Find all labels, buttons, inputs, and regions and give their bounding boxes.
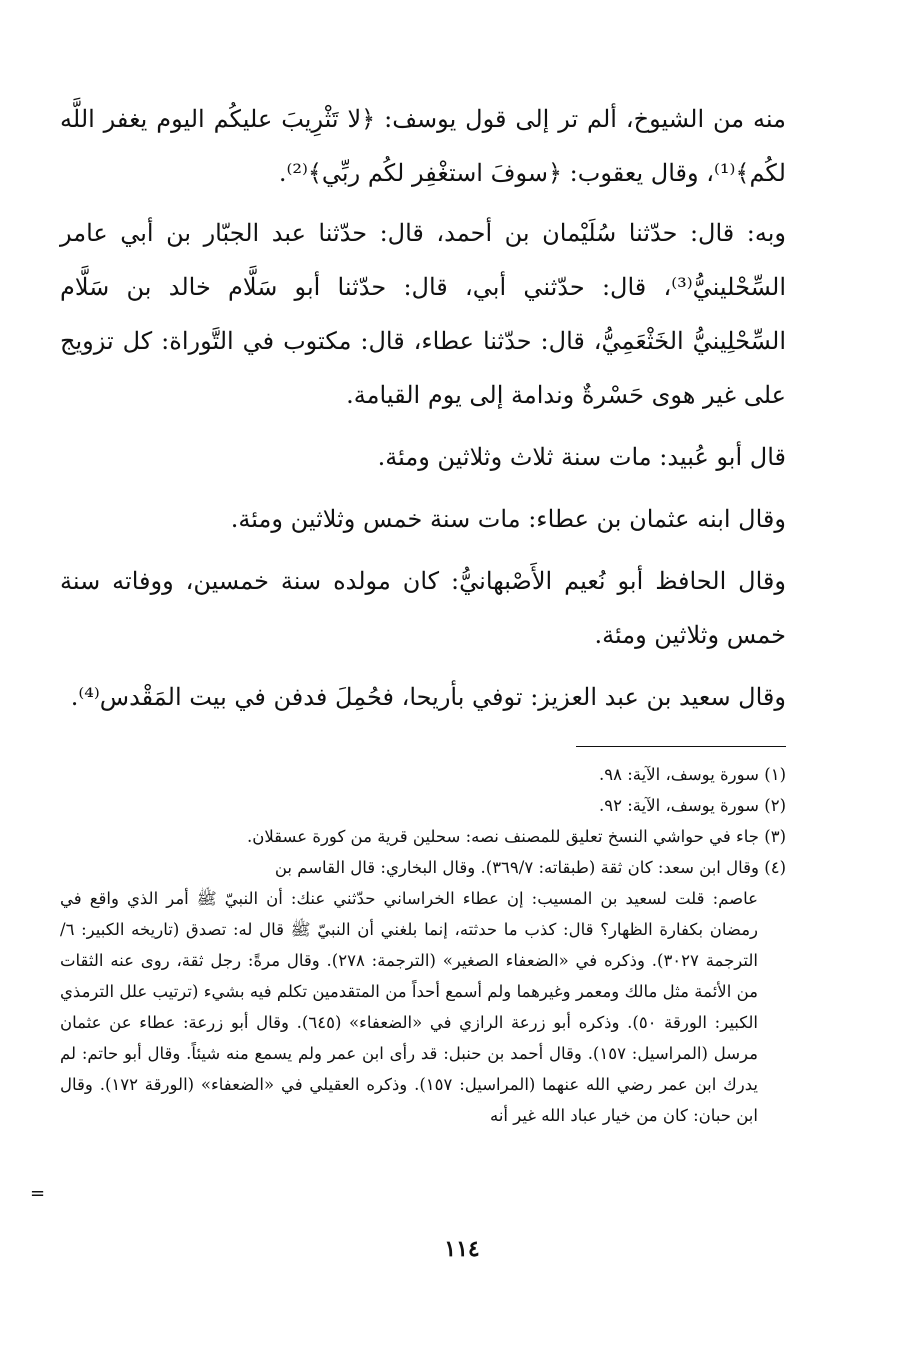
footnote-3: (٣) جاء في حواشي النسخ تعليق للمصنف نصه: سحلين قرية من كورة عسقلان.	[246, 827, 786, 846]
paragraph-4: وقال ابنه عثمان بن عطاء: مات سنة خمس وثلاثين ومئة.	[230, 505, 786, 533]
continuation-mark: =	[30, 1183, 46, 1204]
footnote-separator	[576, 746, 786, 747]
footnote-2: (٢) سورة يوسف، الآية: ٩٢.	[598, 796, 786, 815]
paragraph-2: وبه: قال: حدّثنا سُلَيْمان بن أحمد، قال: حدّثنا عبد الجبّار بن أبي عامر السِّحْلينيُّ⁽³⁾، قال: حدّثني أبي، قال: حدّثنا أبو سَلَّام خالد بن سَلَّام السِّحْلِينيُّ الخَثْعَمِيُّ، قال: حدّثنا عطاء، قال: مكتوب في التَّوراة: كل تزويج على غير هوى حَسْرةٌ وندامة إلى يوم القيامة.	[60, 219, 786, 409]
paragraph-1: منه من الشيوخ، ألم تر إلى قول يوسف: ﴿لا تَثْرِيبَ عليكُم اليوم يغفر اللَّه لكُم﴾⁽¹⁾، وقال يعقوب: ﴿سوفَ استغْفِر لكُم ربِّي﴾⁽²⁾.	[60, 105, 786, 187]
page-content	[60, 92, 786, 1131]
page-number: ١١٤	[444, 1236, 480, 1262]
paragraph-3: قال أبو عُبيد: مات سنة ثلاث وثلاثين ومئة.	[377, 443, 786, 471]
footnote-4-first-line: (٤) وقال ابن سعد: كان ثقة (طبقاته: ٣٦٩/٧). وقال البخاري: قال القاسم بن	[274, 858, 786, 877]
paragraph-5: وقال الحافظ أبو نُعيم الأَصْبهانيُّ: كان مولده سنة خمسين، ووفاته سنة خمس وثلاثين ومئة.	[60, 567, 786, 649]
main-text	[60, 92, 786, 724]
footnote-1: (١) سورة يوسف، الآية: ٩٨.	[598, 765, 786, 784]
footnote-4-continued: عاصم: قلت لسعيد بن المسيب: إن عطاء الخراساني حدّثني عنك: أن النبيّ ﷺ أمر الذي واقع في رمضان بكفارة الظهار؟ قال: كذب ما حدثته، إنما بلغني أن النبيّ ﷺ قال له: تصدق (تاريخه الكبير: ٦/الترجمة ٣٠٢٧). وذكره في «الضعفاء الصغير» (الترجمة: ٢٧٨). وقال مرةً: رجل ثقة، روى عنه الثقات من الأئمة مثل مالك ومعمر وغيرهما ولم أسمع أحداً من المتقدمين تكلم فيه بشيء (ترتيب علل الترمذي الكبير: الورقة ٥٠). وذكره أبو زرعة الرازي في «الضعفاء» (٦٤٥). وقال أبو زرعة: عطاء عن عثمان مرسل (المراسيل: ١٥٧). وقال أحمد بن حنبل: قد رأى ابن عمر ولم يسمع منه شيئاً. وقال أبو حاتم: لم يدرك ابن عمر رضي الله عنهما (المراسيل: ١٥٧). وذكره العقيلي في «الضعفاء» (الورقة ١٧٢). وقال ابن حبان: كان من خيار عباد الله غير أنه	[60, 889, 759, 1125]
paragraph-6: وقال سعيد بن عبد العزيز: توفي بأريحا، فحُمِلَ فدفن في بيت المَقْدس⁽⁴⁾.	[70, 683, 786, 711]
footnotes	[60, 759, 786, 1131]
